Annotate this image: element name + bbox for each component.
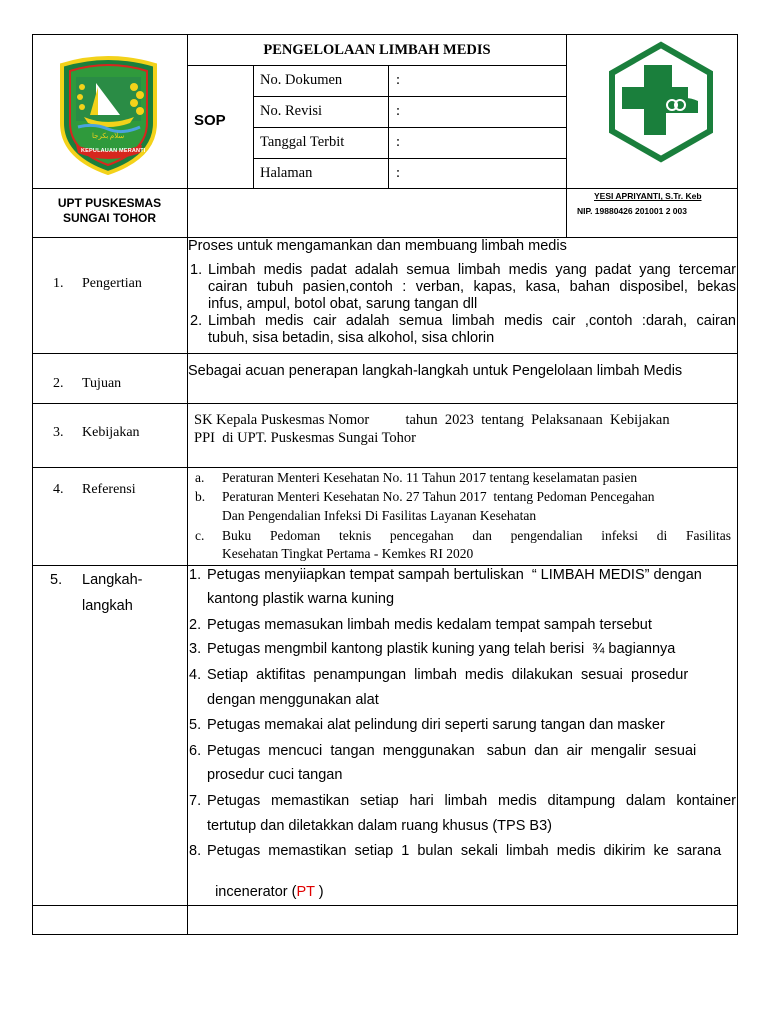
step-line: Petugas memakai alat pelindung diri seperti sarung tangan dan masker <box>207 717 665 733</box>
row-number-5: 5. <box>50 572 63 588</box>
row-label-kebijakan: Kebijakan <box>82 425 140 440</box>
step-number: 7. <box>189 793 202 809</box>
org-name-line1: UPT PUSKESMAS <box>57 196 162 210</box>
pengertian-item2-line: Limbah medis cair adalah semua limbah medis cair ,contoh :darah, cairan <box>208 313 736 329</box>
step-line: tertutup dan diletakkan dalam ruang khusus (TPS B3) <box>207 818 552 834</box>
row-label-langkah-line1: Langkah- <box>82 572 143 588</box>
step-number: 5. <box>189 717 202 733</box>
crest-banner-text: KEPULAUAN MERANTI <box>81 148 146 154</box>
row-label-pengertian: Pengertian <box>82 276 142 291</box>
meta-label-tanggal-terbit: Tanggal Terbit <box>260 134 345 150</box>
pengertian-item1-line: infus, ampul, botol obat, sarung tangan dll <box>208 296 478 312</box>
step-line: Petugas memastikan setiap 1 bulan sekali limbah medis dikirim ke sarana <box>207 843 722 859</box>
referensi-item-line: Buku Pedoman teknis pencegahan dan pengendalian infeksi di Fasilitas <box>222 528 731 543</box>
referensi-letter-b: b. <box>195 489 206 504</box>
org-name-line2: SUNGAI TOHOR <box>62 211 157 225</box>
referensi-letter-a: a. <box>195 470 205 485</box>
step-number: 6. <box>189 743 202 759</box>
step8-prefix: incenerator ( <box>215 884 297 900</box>
step-line: Petugas mencuci tangan menggunakan sabun dan air mengalir sesuai <box>207 743 697 759</box>
tujuan-text: Sebagai acuan penerapan langkah-langkah untuk Pengelolaan limbah Medis <box>188 363 683 379</box>
row-number-1: 1. <box>53 276 64 291</box>
step-line: Setiap aktifitas penampungan limbah medis dilakukan sesuai prosedur <box>207 667 689 683</box>
kebijakan-line: SK Kepala Puskesmas Nomor tahun 2023 tentang Pelaksanaan Kebijakan <box>194 412 670 428</box>
meta-colon: : <box>396 134 401 150</box>
puskesmas-logo <box>606 41 716 163</box>
referensi-item-line: Kesehatan Tingkat Pertama - Kemkes RI 2020 <box>222 546 474 561</box>
regional-crest-logo <box>56 53 161 175</box>
step-number: 3. <box>189 641 202 657</box>
sop-label: SOP <box>194 112 226 129</box>
pengertian-item1-line: Limbah medis padat adalah semua limbah medis yang padat yang tercemar <box>208 262 736 278</box>
pengertian-intro: Proses untuk mengamankan dan membuang limbah medis <box>188 238 567 254</box>
meta-label-no-dokumen: No. Dokumen <box>260 72 343 88</box>
row-label-tujuan: Tujuan <box>82 376 122 391</box>
step8-suffix: ) <box>314 884 324 900</box>
meta-label-no-revisi: No. Revisi <box>260 103 323 119</box>
pengertian-item2-line: tubuh, sisa betadin, sisa alkohol, sisa chlorin <box>208 330 495 346</box>
step-line: dengan menggunakan alat <box>207 692 379 708</box>
step8-red-text: PT <box>296 884 315 900</box>
meta-colon: : <box>396 165 401 181</box>
meta-label-halaman: Halaman <box>260 165 313 181</box>
pengertian-item1-number: 1. <box>190 262 203 278</box>
meta-colon: : <box>396 103 401 119</box>
step-number: 4. <box>189 667 202 683</box>
signer-name: YESI APRIYANTI, S.Tr. Keb <box>594 191 702 201</box>
step-number: 8. <box>189 843 202 859</box>
step-number: 1. <box>189 567 202 583</box>
pengertian-item2-number: 2. <box>190 313 203 329</box>
step-number: 2. <box>189 617 202 633</box>
step-line: Petugas menyiiapkan tempat sampah bertuliskan “ LIMBAH MEDIS” dengan <box>207 567 702 583</box>
row-number-2: 2. <box>53 376 64 391</box>
referensi-letter-c: c. <box>195 528 205 543</box>
step-line: Petugas memastikan setiap hari limbah medis ditampung dalam kontainer <box>207 793 736 809</box>
kebijakan-line: PPI di UPT. Puskesmas Sungai Tohor <box>194 430 417 446</box>
signer-nip: NIP. 19880426 201001 2 003 <box>577 206 687 216</box>
row-label-langkah-line2: langkah <box>82 598 133 614</box>
document-title: PENGELOLAAN LIMBAH MEDIS <box>263 42 491 58</box>
step-line: Petugas memasukan limbah medis kedalam tempat sampah tersebut <box>207 617 652 633</box>
referensi-item-line: Dan Pengendalian Infeksi Di Fasilitas Layanan Kesehatan <box>222 508 537 523</box>
referensi-item-line: Peraturan Menteri Kesehatan No. 27 Tahun 2017 tentang Pedoman Pencegahan <box>222 489 655 504</box>
referensi-item-line: Peraturan Menteri Kesehatan No. 11 Tahun 2017 tentang keselamatan pasien <box>222 470 638 485</box>
meta-colon: : <box>396 72 401 88</box>
step-line: kantong plastik warna kuning <box>207 591 395 607</box>
crest-arabic-text: سلام بكرجا <box>92 132 125 140</box>
step-line: Petugas mengmbil kantong plastik kuning yang telah berisi ¾ bagiannya <box>207 641 676 657</box>
row-number-4: 4. <box>53 482 64 497</box>
row-label-referensi: Referensi <box>82 482 136 497</box>
pengertian-item1-line: cairan tubuh pasien,contoh : verban, kapas, kasa, bahan disposibel, bekas <box>208 279 736 295</box>
step-line: prosedur cuci tangan <box>207 767 343 783</box>
step8-line2 <box>207 868 324 900</box>
row-number-3: 3. <box>53 425 64 440</box>
